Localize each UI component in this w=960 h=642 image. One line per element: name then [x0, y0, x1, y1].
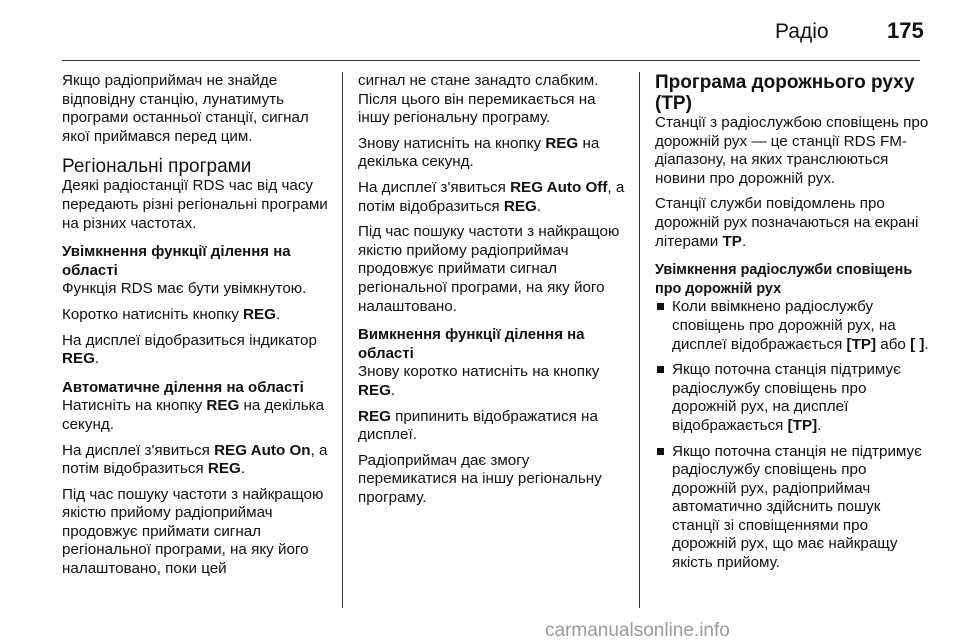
- text: На дисплеї відобразиться індикатор: [62, 331, 317, 349]
- heading-enable-tp: Увімкнення радіослужби сповіщень про дорожній рух: [655, 262, 913, 297]
- section-title: Радіо: [775, 20, 829, 43]
- tp-indicator: [TP]: [787, 416, 818, 434]
- text: на декілька секунд.: [62, 397, 325, 433]
- text: .: [741, 232, 747, 250]
- paragraph: Радіоприймач дає змогу перемикатися на іншу регіональну програму.: [358, 451, 602, 506]
- paragraph: [358, 408, 630, 445]
- text: .: [817, 416, 822, 434]
- text: на декілька секунд.: [358, 134, 600, 171]
- text: Знову натисніть на кнопку: [358, 134, 546, 152]
- reg-indicator: REG: [358, 407, 391, 425]
- text: Якщо поточна станція підтримує радіослужбу сповіщень про дорожній рух, на дисплеї відображається: [672, 361, 901, 434]
- empty-indicator: [ ]: [910, 335, 925, 353]
- reg-key: REG: [358, 381, 391, 399]
- text: На дисплеї з'явиться: [62, 441, 215, 459]
- text: , а потім відобразиться: [62, 441, 328, 478]
- bullet-square-icon: [657, 448, 664, 455]
- paragraph: Під час пошуку частоти з найкращою якістю прийому радіоприймач продовжує приймати сигнал регіональної програми, на яку його налаштовано.: [358, 223, 620, 315]
- list-item: [655, 361, 930, 435]
- column-1: [62, 72, 332, 586]
- tp-indicator: [TP]: [846, 335, 877, 353]
- reg-indicator: REG: [62, 350, 95, 368]
- heading-traffic-program: Програма дорожнього руху (TP): [655, 72, 915, 114]
- paragraph: [62, 442, 332, 479]
- text: Натисніть на кнопку: [62, 397, 207, 415]
- paragraph: [62, 332, 332, 369]
- paragraph: [358, 363, 630, 400]
- tp-label: TP: [722, 232, 742, 250]
- paragraph: Станції з радіослужбою сповіщень про дорожній рух — це станції RDS FM-діапазону, на яких транслюються новини про дорожній рух.: [655, 114, 929, 187]
- paragraph: [62, 306, 332, 325]
- column-2: [358, 72, 630, 514]
- text: , а потім відобразиться: [358, 178, 625, 215]
- text: припинить відображатися на дисплеї.: [358, 407, 598, 444]
- text: .: [275, 305, 281, 323]
- reg-auto-off: REG Auto Off: [510, 178, 608, 196]
- header-rule: [62, 60, 920, 61]
- paragraph: [358, 135, 630, 172]
- bullet-square-icon: [657, 303, 664, 310]
- text: або: [876, 335, 911, 353]
- text: Коли ввімкнено радіослужбу сповіщень про дорожній рух, на дисплеї відображається: [672, 298, 896, 353]
- text: Знову коротко натисніть на кнопку: [358, 363, 600, 381]
- paragraph: Якщо радіоприймач не знайде відповідну станцію, лунатимуть програми останньої станції, сигнал якої приймався перед цим.: [62, 72, 309, 145]
- bullet-square-icon: [657, 366, 664, 373]
- list-item: [655, 298, 930, 354]
- paragraph: [62, 397, 332, 434]
- heading-regional-programs: Регіональні програми: [62, 156, 252, 178]
- text: .: [390, 381, 396, 399]
- text: Станції служби повідомлень про дорожній рух позначаються на екрані літерами: [655, 195, 919, 250]
- text: .: [94, 350, 100, 368]
- paragraph: [655, 195, 930, 251]
- reg-key: REG: [243, 305, 276, 323]
- paragraph: Під час пошуку частоти з найкращою якістю прийому радіоприймач продовжує приймати сигнал регіональної програми, на яку його налаштовано, поки цей: [62, 485, 324, 578]
- paragraph: Деякі радіостанції RDS час від часу передають різні регіональні програми на різних частотах.: [62, 177, 328, 232]
- heading-disable-regional: Вимкнення функції ділення на області: [358, 326, 585, 362]
- paragraph: [358, 179, 630, 216]
- column-divider: [639, 72, 640, 608]
- watermark: carmanualsonline.info: [545, 620, 730, 641]
- reg-indicator: REG: [503, 197, 537, 215]
- text: Якщо поточна станція не підтримує радіослужбу сповіщень про дорожній рух, радіоприймач автоматично здійснить пошук станції зі сповіщеннями про дорожній рух, що має найкращу якість прийому.: [672, 442, 922, 572]
- column-divider: [342, 72, 343, 608]
- list-item: [655, 443, 930, 573]
- heading-auto-regional: Автоматичне ділення на області: [62, 378, 304, 396]
- bullet-list: [655, 298, 930, 572]
- column-3: [655, 72, 930, 580]
- heading-enable-regional: Увімкнення функції ділення на області: [62, 243, 291, 279]
- text: .: [240, 460, 246, 478]
- text: На дисплеї з'явиться: [358, 178, 511, 196]
- paragraph: сигнал не стане занадто слабким. Після цього він перемикається на іншу регіональну програму.: [358, 72, 599, 127]
- reg-key: REG: [545, 134, 579, 152]
- reg-key: REG: [206, 397, 240, 415]
- page-number: 175: [887, 18, 924, 43]
- text: Коротко натисніть кнопку: [62, 305, 244, 323]
- text: .: [536, 197, 542, 215]
- reg-indicator: REG: [207, 460, 241, 478]
- paragraph: Функція RDS має бути увімкнутою.: [62, 280, 307, 298]
- text: .: [924, 335, 929, 353]
- reg-auto-on: REG Auto On: [214, 441, 311, 459]
